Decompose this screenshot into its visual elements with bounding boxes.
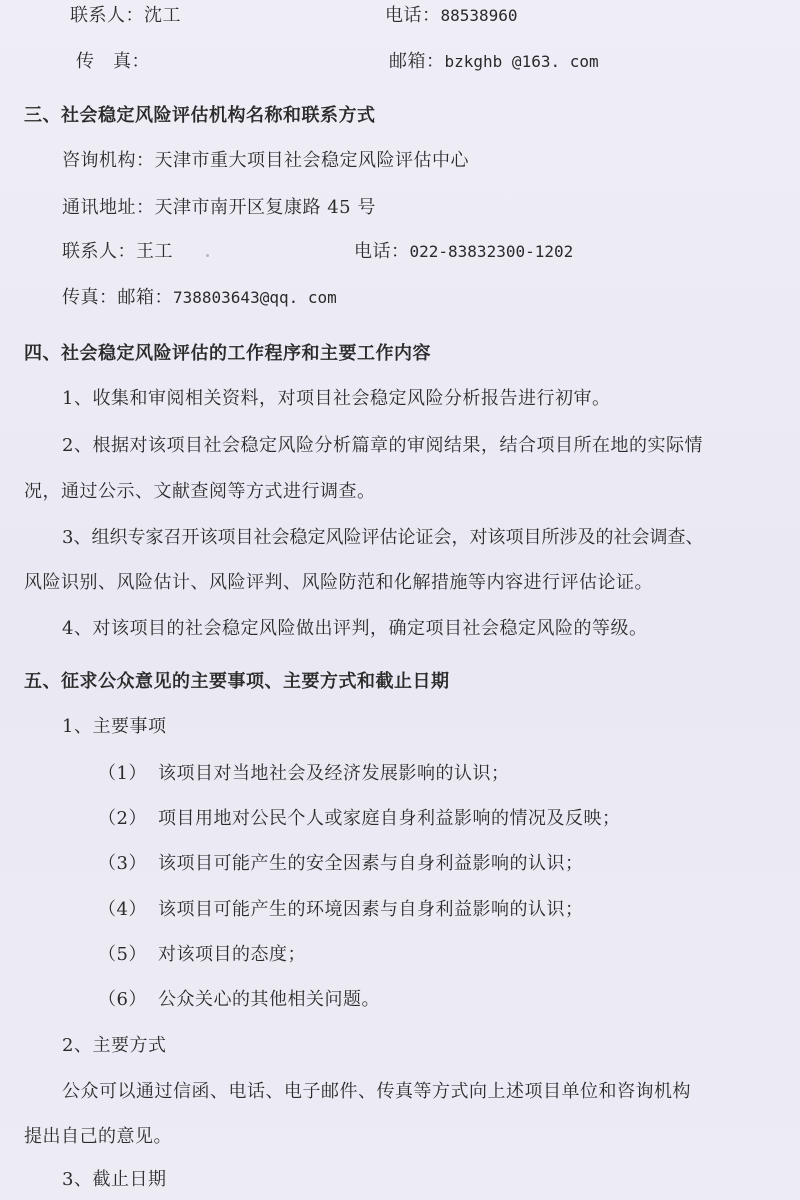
section4-p1: 1、收集和审阅相关资料，对项目社会稳定风险分析报告进行初审。 — [62, 388, 611, 409]
section3-title: 三、社会稳定风险评估机构名称和联系方式 — [24, 105, 376, 126]
section5-item-5 — [98, 943, 306, 967]
section3-phone-value: 022-83832300-1202 — [409, 242, 574, 261]
section5-item-1-text: 该项目对当地社会及经济发展影响的认识； — [158, 763, 510, 784]
section5-item-4-num: （4） — [98, 899, 147, 920]
section3-addr-value: 天津市南开区复康路 45 号 — [154, 197, 376, 218]
section3-person-value: 王工 — [136, 241, 173, 262]
section4-p4: 4、对该项目的社会稳定风险做出评判，确定项目社会稳定风险的等级。 — [62, 618, 648, 639]
section5-sub1: 1、主要事项 — [62, 716, 167, 737]
contact-top-fax-label: 传 真： — [76, 51, 150, 72]
section3-fax-email-label: 传真：邮箱： — [62, 287, 173, 308]
section3-phone — [354, 240, 573, 264]
section5-item-1-num: （1） — [98, 763, 147, 784]
section5-item-2-text: 项目用地对公民个人或家庭自身利益影响的情况及反映； — [158, 808, 621, 829]
contact-top-email-value: bzkghb @163. com — [444, 52, 599, 71]
section4-title: 四、社会稳定风险评估的工作程序和主要工作内容 — [24, 343, 431, 364]
section3-fax-email-row — [62, 286, 337, 310]
section5-item-6 — [98, 988, 380, 1012]
section5-sub2: 2、主要方式 — [62, 1035, 167, 1056]
section5-item-2-num: （2） — [98, 808, 147, 829]
section4-p3-line1: 3、组织专家召开该项目社会稳定风险评估论证会，对该项目所涉及的社会调查、 — [62, 527, 704, 548]
contact-top-phone-label: 电话： — [385, 5, 441, 26]
section5-item-1 — [98, 762, 510, 786]
section5-item-3-num: （3） — [98, 853, 147, 874]
section3-person-row — [62, 240, 762, 264]
contact-top-email-label: 邮箱： — [389, 51, 445, 72]
section3-person-label: 联系人： — [62, 241, 136, 262]
section5-item-3-text: 该项目可能产生的安全因素与自身利益影响的认识； — [158, 853, 584, 874]
contact-top-fax-row — [76, 50, 776, 74]
section3-addr-label: 通讯地址： — [62, 197, 155, 218]
section5-item-4 — [98, 898, 584, 922]
section5-item-6-text: 公众关心的其他相关问题。 — [158, 989, 380, 1010]
contact-top-person-row — [70, 4, 770, 28]
section4-p2-line1: 2、根据对该项目社会稳定风险分析篇章的审阅结果，结合项目所在地的实际情 — [62, 435, 703, 456]
section5-item-6-num: （6） — [98, 989, 147, 1010]
section5-title: 五、征求公众意见的主要事项、主要方式和截止日期 — [24, 671, 450, 692]
section3-phone-label: 电话： — [354, 241, 410, 262]
section3-org-label: 咨询机构： — [62, 150, 155, 171]
section5-item-5-num: （5） — [98, 944, 147, 965]
section3-org-value: 天津市重大项目社会稳定风险评估中心 — [154, 150, 469, 171]
section5-item-5-text: 对该项目的态度； — [158, 944, 306, 965]
section5-sub2-line1: 公众可以通过信函、电话、电子邮件、传真等方式向上述项目单位和咨询机构 — [62, 1081, 691, 1102]
scan-speck — [206, 254, 209, 257]
contact-top-person-label: 联系人： — [70, 5, 144, 26]
section5-item-3 — [98, 852, 584, 876]
section4-p3-line2: 风险识别、风险估计、风险评判、风险防范和化解措施等内容进行评估论证。 — [24, 572, 653, 593]
contact-top-email — [389, 50, 599, 74]
contact-top-phone — [385, 4, 518, 28]
contact-top-phone-value: 88538960 — [440, 6, 518, 25]
section3-email-value: 738803643@qq. com — [173, 288, 337, 307]
section5-item-2 — [98, 807, 621, 831]
section4-p2-line2: 况，通过公示、文献查阅等方式进行调查。 — [24, 481, 376, 502]
section3-org-row — [62, 149, 469, 173]
section5-sub2-line2: 提出自己的意见。 — [24, 1126, 172, 1147]
section3-addr-row — [62, 196, 376, 220]
contact-top-person-value: 沈工 — [144, 5, 181, 26]
section5-sub3: 3、截止日期 — [62, 1169, 167, 1190]
section5-item-4-text: 该项目可能产生的环境因素与自身利益影响的认识； — [158, 899, 584, 920]
